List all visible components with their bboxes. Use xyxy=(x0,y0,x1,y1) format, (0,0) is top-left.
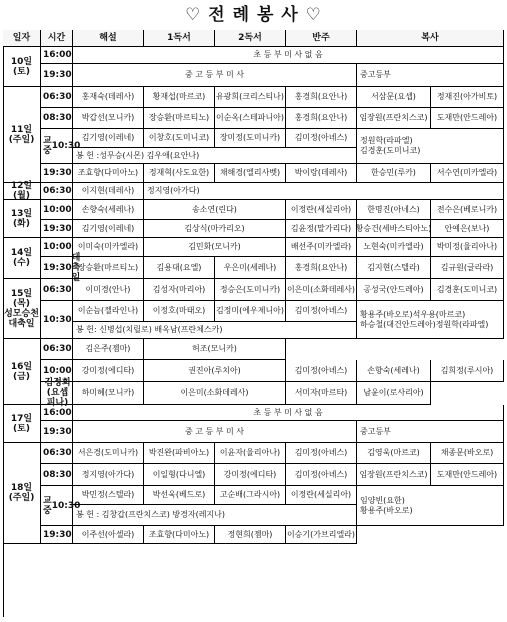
cell-line: 황용주(바오로) xyxy=(360,505,413,515)
cell-line: (화) xyxy=(13,218,30,229)
cell-line: 19:30 xyxy=(43,262,72,273)
schedule-cell: 송소연(린다) xyxy=(144,200,286,220)
page-title: ♡ 전 례 봉 사 ♡ xyxy=(185,5,322,25)
schedule-cell: 김은주(젬마) xyxy=(73,339,144,360)
schedule-cell: 김미정(아녜스) xyxy=(286,443,357,464)
header-cell: 반주 xyxy=(286,30,357,47)
schedule-cell: 도재만(안드레아) xyxy=(431,108,504,129)
cell-line: (주일) xyxy=(8,134,35,145)
time-cell: 06:30 xyxy=(41,443,73,464)
schedule-cell: 손향숙(세레나) xyxy=(357,360,431,382)
schedule-cell: 홍재숙(데레사) xyxy=(73,87,144,108)
schedule-cell: 하미혜(모니카) xyxy=(73,382,144,405)
cell-line: (월) xyxy=(13,191,30,201)
schedule-cell: 채해경(엘리사벳) xyxy=(215,164,286,183)
cell-line: (금) xyxy=(13,371,30,382)
schedule-cell: 장미정(도미니카) xyxy=(215,129,286,148)
schedule-cell: 우은미(세레나) xyxy=(215,257,286,279)
schedule-cell: 전수은(베로니카) xyxy=(431,200,504,220)
schedule-cell: 김영욱(마르코) xyxy=(357,443,431,464)
schedule-cell: 이주선(아셀라) xyxy=(73,526,144,544)
cell-line: 10일 xyxy=(10,56,33,67)
time-cell: 06:30 xyxy=(41,87,73,108)
schedule-cell xyxy=(357,486,504,526)
schedule-cell: 공성국(안드레아) xyxy=(357,279,431,301)
schedule-cell: 정지영(아가다) xyxy=(73,464,144,486)
schedule-cell: 이윤자(율리아나) xyxy=(215,443,286,464)
time-cell xyxy=(41,486,81,526)
schedule-cell: 김민화(모니카) xyxy=(144,238,286,257)
schedule-cell: 김지현(스텔라) xyxy=(357,257,431,279)
schedule-cell: 이미경(안나) xyxy=(73,279,144,301)
schedule-cell: 초 등 부 미 사 없 음 xyxy=(73,47,504,64)
schedule-cell: 김상식(마카리오) xyxy=(144,220,286,238)
cell-line: 13일 xyxy=(10,208,33,219)
schedule-cell: 권진아(루치아) xyxy=(144,360,286,382)
time-cell: 19:30 xyxy=(41,164,73,183)
time-cell: 19:30 xyxy=(41,64,73,87)
time-cell: 16:00 xyxy=(41,47,73,64)
cell-line: (수) xyxy=(13,258,30,268)
time-cell: 10:00 xyxy=(41,200,73,220)
schedule-cell: 김미정(아녜스) xyxy=(286,301,357,322)
liturgy-schedule-table xyxy=(3,30,504,617)
header-cell: 해설 xyxy=(73,30,144,47)
schedule-cell: 중고등부 xyxy=(357,421,504,443)
schedule-cell: 장승환(마르티노) xyxy=(144,108,215,129)
schedule-cell: 홍경희(요안나) xyxy=(286,257,357,279)
schedule-cell: 조효향(다미아노) xyxy=(73,164,144,183)
schedule-cell: 중 고 등 부 미 사 xyxy=(73,421,357,443)
time-cell: 06:30 xyxy=(41,279,73,301)
schedule-cell: 봉 헌: 신병섭(치릴로) 배옥남(프란체스카) xyxy=(73,322,357,339)
schedule-cell: 황재섭(마르코) xyxy=(144,87,215,108)
schedule-cell: 정현희(젬마) xyxy=(215,526,286,544)
time-cell: 10:30 xyxy=(41,301,73,339)
schedule-cell: 박미정(율리아나) xyxy=(431,238,504,257)
schedule-cell xyxy=(357,301,504,339)
schedule-cell: 한승민(루카) xyxy=(357,164,431,183)
time-cell: 16:00 xyxy=(41,405,73,421)
schedule-cell: 박이랑(데레사) xyxy=(286,164,357,183)
day-cell xyxy=(3,405,41,443)
schedule-cell: 정승은(도미니카) xyxy=(215,279,286,301)
time-cell xyxy=(41,252,81,283)
cell-line: 18일 xyxy=(10,483,33,493)
schedule-cell: 김미정(아녜스) xyxy=(286,360,357,382)
schedule-cell xyxy=(357,129,504,164)
schedule-cell: 임장원(프란치스코) xyxy=(357,464,431,486)
day-cell xyxy=(3,47,41,87)
schedule-cell: 이순옥(스테파니아) xyxy=(215,108,286,129)
header-cell: 시간 xyxy=(41,30,73,47)
header-cell: 복사 xyxy=(357,30,504,47)
schedule-cell: 이지현(데레사) xyxy=(73,183,144,200)
day-cell xyxy=(3,200,41,238)
cell-line: (토) xyxy=(13,66,30,77)
schedule-cell: 허조(모니카) xyxy=(144,339,286,360)
header-cell: 2독서 xyxy=(215,30,286,47)
time-cell: 06:30 xyxy=(41,339,73,360)
schedule-cell: 서삼문(요셉) xyxy=(357,87,431,108)
day-cell xyxy=(3,443,41,544)
schedule-cell: 정재진(아가비토) xyxy=(431,87,504,108)
cell-line: 11일 xyxy=(10,124,33,135)
time-cell: 10:00 xyxy=(41,238,73,257)
cell-line: 임양빈(요한) xyxy=(360,495,405,505)
cell-line: 15일 xyxy=(10,288,33,299)
day-cell xyxy=(3,183,41,200)
cell-line: 교중 xyxy=(43,495,52,516)
schedule-cell: 김윤정(말가리다) xyxy=(286,220,357,238)
time-cell: 06:30 xyxy=(41,183,73,200)
schedule-cell: 정재혁(사도요한) xyxy=(144,164,215,183)
cell-line: (주일) xyxy=(8,493,35,503)
schedule-cell: 서은경(도미니카) xyxy=(73,443,144,464)
schedule-cell: 김미정(아녜스) xyxy=(286,464,357,486)
schedule-cell: 남윤이(로사리아) xyxy=(357,382,431,405)
schedule-cell: 김경훈(도미니코) xyxy=(431,279,504,301)
time-cell: 19:30 xyxy=(41,220,73,238)
time-cell: 08:30 xyxy=(41,464,73,486)
schedule-cell: 고순배(그라시아) xyxy=(215,486,286,505)
time-cell: 19:30 xyxy=(41,421,73,443)
schedule-cell: 김희정(루시아) xyxy=(431,360,504,382)
cell-line: 황용주(바오로)석우용(마르코) xyxy=(360,309,466,319)
schedule-cell: 김정미(에우제니아) xyxy=(215,301,286,322)
schedule-cell: 박민정(스텔라) xyxy=(73,486,144,505)
schedule-cell: 박진완(파비아노) xyxy=(144,443,215,464)
time-cell: 김정희(요셉피나) xyxy=(41,382,73,405)
cell-line: (목) xyxy=(13,298,30,309)
schedule-cell: 정지영(아가다) xyxy=(144,183,504,200)
schedule-cell: 이미숙(미카엘라) xyxy=(73,238,144,257)
schedule-cell: 유광희(크리스티나) xyxy=(215,87,286,108)
schedule-cell: 홍경희(요안나) xyxy=(286,87,357,108)
cell-line: 대축일 xyxy=(8,318,35,329)
time-cell xyxy=(41,129,81,164)
day-cell xyxy=(3,87,41,183)
day-cell xyxy=(3,279,41,339)
schedule-cell: 노현숙(미카엘라) xyxy=(357,238,431,257)
schedule-cell: 이은미(소화데레사) xyxy=(144,382,286,405)
schedule-cell: 장승환(마르티노) xyxy=(73,257,144,279)
day-cell xyxy=(3,339,41,405)
header-cell: 1독서 xyxy=(144,30,215,47)
time-cell: 08:30 xyxy=(41,108,73,129)
cell-line: 성모승천 xyxy=(4,308,39,319)
schedule-cell: 이정호(마태오) xyxy=(144,301,215,322)
schedule-cell: 도재만(안드레아) xyxy=(431,464,504,486)
cell-line: 10:30 xyxy=(51,500,81,511)
schedule-cell: 김기영(이레네) xyxy=(73,220,144,238)
schedule-cell: 이은미(소화데레사) xyxy=(286,279,357,301)
cell-line: 16일 xyxy=(10,361,33,372)
day-cell xyxy=(3,238,41,279)
schedule-cell: 강미정(에디타) xyxy=(215,464,286,486)
schedule-cell: 김용대(요엘) xyxy=(144,257,215,279)
schedule-cell: 김규원(글라라) xyxy=(431,257,504,279)
schedule-cell: 초 등 부 미 사 없 음 xyxy=(73,405,504,421)
time-cell: 10:00 xyxy=(41,360,73,382)
schedule-cell: 이창호(도미니코) xyxy=(144,129,215,148)
schedule-cell: 김기영(이레네) xyxy=(73,129,144,148)
schedule-cell: 박선욱(베드로) xyxy=(144,486,215,505)
schedule-cell: 김성자(마리아) xyxy=(144,279,215,301)
cell-line: (토) xyxy=(13,423,30,434)
cell-line: 대축일 xyxy=(71,252,81,283)
cell-line: 12일 xyxy=(10,181,33,191)
schedule-cell: 이정란(세실리아) xyxy=(286,200,357,220)
schedule-cell: 서수연(미카엘라) xyxy=(431,164,504,183)
header-cell: 일자 xyxy=(3,30,41,47)
schedule-cell: 채종문(바오로) xyxy=(431,443,504,464)
schedule-cell: 서미자(마르타) xyxy=(286,382,357,405)
schedule-cell: 조효향(다미아노) xyxy=(144,526,215,544)
schedule-cell: 봉 헌 : 김창갑(프란치스코) 방경자(레지나) xyxy=(73,505,357,526)
schedule-cell: 안예은(보나) xyxy=(431,220,504,238)
schedule-cell: 김미정(아녜스) xyxy=(286,129,357,148)
schedule-cell: 봉 헌 :성무승(시몬) 김우애(요안나) xyxy=(73,148,357,164)
schedule-cell: 배선주(미카엘라) xyxy=(286,238,357,257)
cell-line: 김경훈(도미니코) xyxy=(360,146,421,155)
cell-line: 10:30 xyxy=(51,141,81,151)
schedule-cell: 이일형(다니엘) xyxy=(144,464,215,486)
schedule-cell: 이승기(가브리엘라) xyxy=(286,526,357,544)
cell-line: 정원학(라파엘) xyxy=(360,136,413,145)
schedule-cell: 한명진(아네스) xyxy=(357,200,431,220)
schedule-cell: 박갑선(모니카) xyxy=(73,108,144,129)
schedule-cell: 이정란(세실리아) xyxy=(286,486,357,505)
schedule-cell: 홍경희(요안나) xyxy=(286,108,357,129)
cell-line: 17일 xyxy=(10,413,33,424)
cell-line: 교중 xyxy=(43,136,52,156)
schedule-cell: 강미정(에디타) xyxy=(73,360,144,382)
cell-line: 하승철(대건안드레아)정원학(라파엘) xyxy=(360,319,489,329)
schedule-cell: 손향숙(세레나) xyxy=(73,200,144,220)
schedule-cell: 중 고 등 부 미 사 xyxy=(73,64,357,87)
time-cell: 19:30 xyxy=(41,526,73,544)
schedule-cell: 중고등부 xyxy=(357,64,504,87)
schedule-cell: 황승건(세바스티아노) xyxy=(357,220,431,238)
cell-line: 14일 xyxy=(10,248,33,258)
schedule-cell: 이순늠(젤라인나) xyxy=(73,301,144,322)
schedule-cell: 임장원(프란치스코) xyxy=(357,108,431,129)
